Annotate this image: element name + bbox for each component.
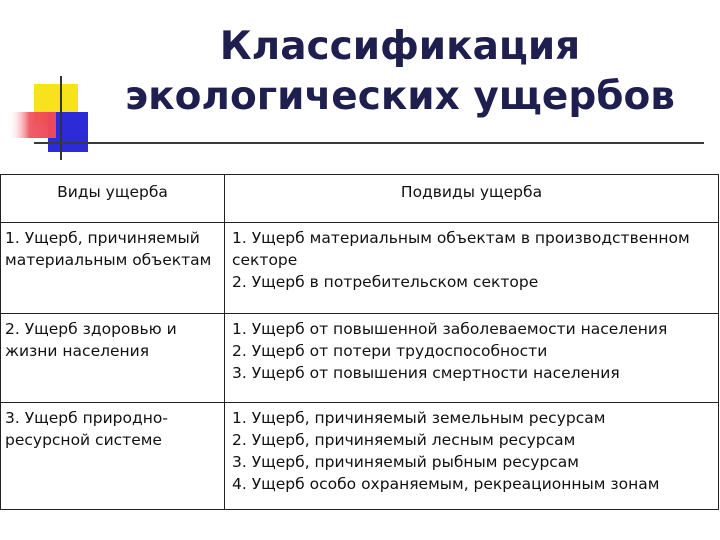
- damage-type-cell: 2. Ущерб здоровью и жизни населения: [1, 314, 225, 403]
- damage-subtypes-cell: [225, 314, 719, 403]
- damage-classification-table: [0, 174, 719, 510]
- subtype-item: 3. Ущерб, причиняемый рыбным ресурсам: [232, 453, 580, 471]
- damage-type-cell: 1. Ущерб, причиняемый материальным объектам: [1, 223, 225, 314]
- table-row: [1, 223, 719, 314]
- subtype-item: 2. Ущерб от потери трудоспособности: [232, 342, 548, 360]
- table-row: [1, 314, 719, 403]
- decorative-squares-logo: [0, 0, 110, 170]
- subtype-item: 1. Ущерб от повышенной заболеваемости населения: [232, 320, 668, 338]
- subtype-item: 4. Ущерб особо охраняемым, рекреационным зонам: [232, 475, 660, 493]
- page-title: [110, 22, 690, 122]
- subtype-item: 2. Ущерб, причиняемый лесным ресурсам: [232, 431, 576, 449]
- damage-subtypes-cell: [225, 403, 719, 510]
- table-row: [1, 403, 719, 510]
- title-line-1: Классификация: [219, 24, 581, 69]
- header-damage-subtypes: Подвиды ущерба: [225, 175, 719, 223]
- subtype-item: 1. Ущерб, причиняемый земельным ресурсам: [232, 409, 606, 427]
- damage-type-cell: 3. Ущерб природно-ресурсной системе: [1, 403, 225, 510]
- title-line-2: экологических ущербов: [125, 74, 675, 119]
- title-underline: [34, 142, 704, 144]
- subtype-item: 1. Ущерб материальным объектам в производственном секторе: [232, 229, 690, 269]
- damage-subtypes-cell: [225, 223, 719, 314]
- red-bar: [8, 112, 56, 138]
- table-header-row: [1, 175, 719, 223]
- subtype-item: 2. Ущерб в потребительском секторе: [232, 273, 539, 291]
- header-damage-types: Виды ущерба: [1, 175, 225, 223]
- subtype-item: 3. Ущерб от повышения смертности населения: [232, 364, 620, 382]
